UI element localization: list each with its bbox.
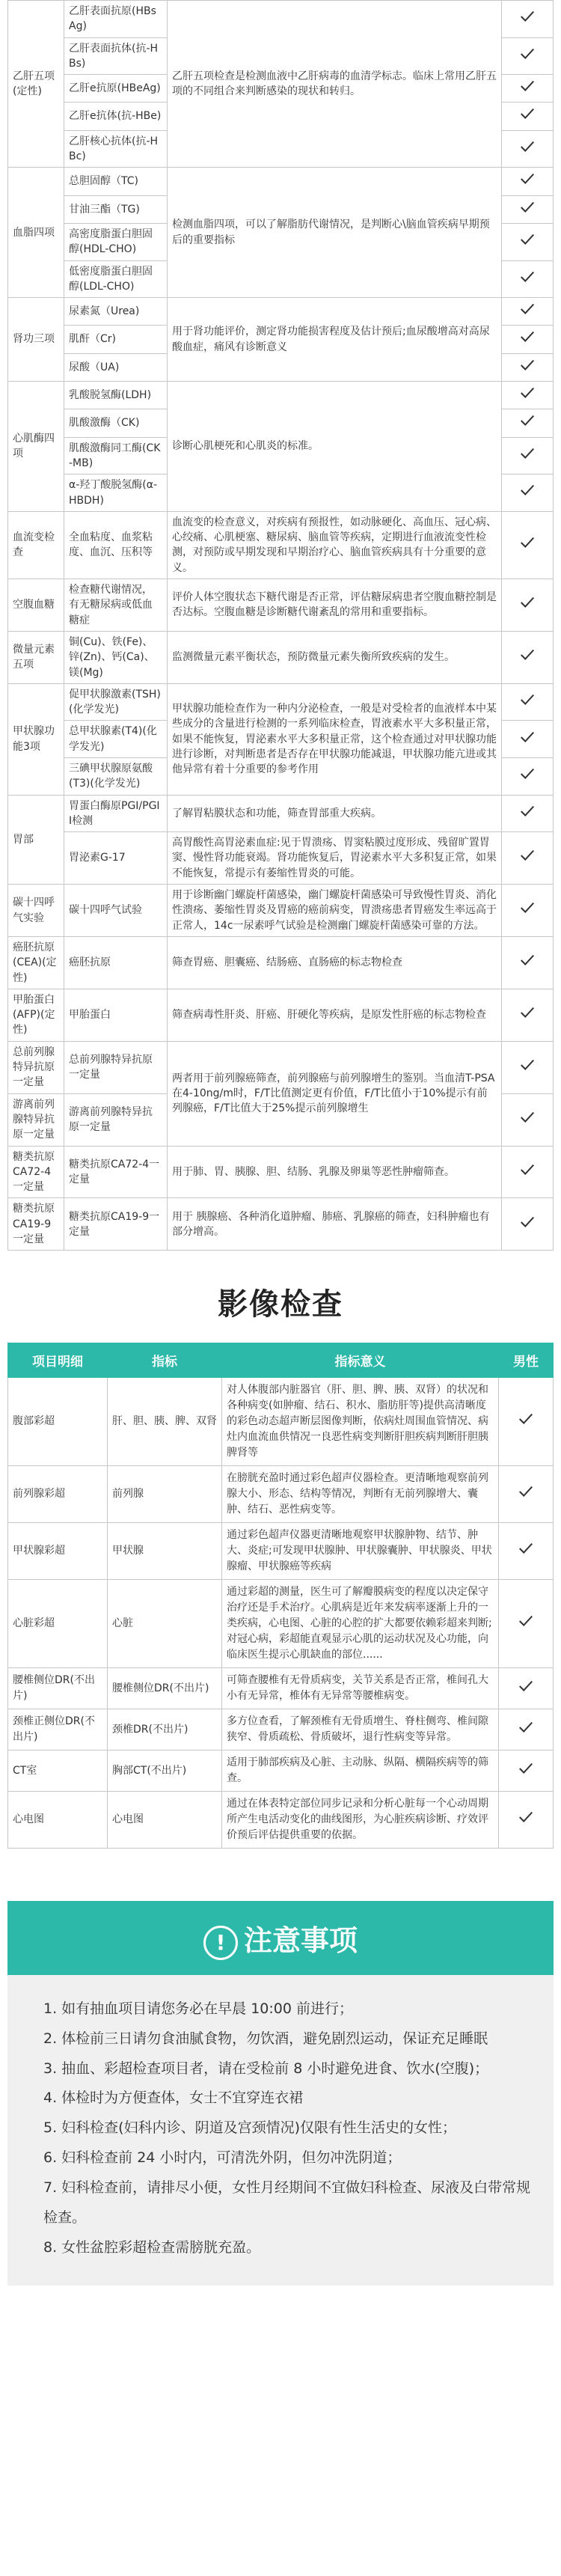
check-icon (519, 803, 536, 820)
included-cell (502, 795, 554, 832)
included-cell (499, 1580, 554, 1668)
included-cell (502, 511, 554, 579)
table-row (8, 1378, 554, 1466)
included-cell (502, 437, 554, 474)
category-cell: 肾功三项 (8, 298, 64, 382)
meaning-cell: 用于 胰腺癌、各种消化道肿瘤、肺癌、乳腺癌的筛查，妇科肿瘤也有部分增高。 (168, 1198, 502, 1251)
table-row (8, 1146, 554, 1198)
check-icon (519, 385, 536, 401)
category-cell: 总前列腺特异抗原一定量 (8, 1041, 64, 1093)
table-row (8, 168, 554, 195)
check-icon (519, 900, 536, 916)
check-icon (519, 269, 536, 285)
notice-item: 5. 妇科检查(妇科内诊、阴道及宫颈情况)仅限有性生活史的女性； (43, 2119, 456, 2137)
category-cell: 游离前列腺特异抗原一定量 (8, 1093, 64, 1146)
included-cell (502, 1041, 554, 1093)
imaging-header-row (8, 1343, 554, 1378)
table-row (8, 1709, 554, 1751)
included-cell (502, 195, 554, 223)
table-row (8, 989, 554, 1041)
indicator-cell: 三碘甲状腺原氨酸(T3)(化学发光) (64, 757, 168, 795)
category-cell: 乙肝五项(定性) (8, 1, 64, 168)
indicator-cell: 甘油三酯（TG) (64, 195, 168, 223)
check-icon (519, 766, 536, 782)
item-cell: 腰椎侧位DR(不出片) (8, 1668, 108, 1709)
check-icon (519, 231, 536, 248)
indicator-cell: 乙肝e抗体(抗-HBe) (64, 103, 168, 130)
check-icon (518, 1540, 534, 1557)
indicator-cell: 肌酸激酶（CK) (64, 409, 168, 437)
meaning-cell: 可筛查腰椎有无骨质病变，关节关系是否正常，椎间孔大小有无异常，椎体有无异常等腰椎病变。 (222, 1668, 499, 1709)
indicator-cell: 糖类抗原CA19-9一定量 (64, 1198, 168, 1251)
included-cell (502, 683, 554, 721)
included-cell (502, 75, 554, 103)
check-icon (519, 46, 536, 62)
table-row (8, 1, 554, 38)
included-cell (502, 37, 554, 75)
table-row (8, 936, 554, 989)
item-cell: 甲状腺彩超 (8, 1523, 108, 1580)
indicator-cell: 肝、胆、胰、脾、双肾 (108, 1378, 222, 1466)
check-icon (518, 1678, 534, 1694)
indicator-cell: 检查糖代谢情况，有无糖尿病或低血糖症 (64, 579, 168, 632)
indicator-cell: 尿素氮（Urea) (64, 298, 168, 326)
notice-title: 注意事项 (243, 1924, 358, 1958)
category-cell: 碳十四呼气实验 (8, 885, 64, 937)
notice-item: 7. 妇科检查前，请排尽小便，女性月经期间不宜做妇科检查、尿液及白带常规检查。 (43, 2179, 531, 2226)
check-icon (519, 847, 536, 864)
category-cell: 胃部 (8, 795, 64, 884)
imaging-table (7, 1343, 554, 1849)
check-icon (519, 729, 536, 745)
table-row (8, 511, 554, 579)
meaning-cell: 两者用于前列腺癌筛查，前列腺癌与前列腺增生的鉴别。当血清T-PSA在4-10ng/m时，F/T比值测定更有价值，F/T比值小于10%提示有前列腺癌，F/T比值大于25%提示前列腺增生 (168, 1041, 502, 1146)
category-cell: 甲胎蛋白(AFP)(定性) (8, 989, 64, 1041)
meaning-cell: 通过在体表特定部位同步记录和分析心脏每一个心动周期所产生电活动变化的曲线图形，为心脏疾病诊断、疗效评价预后评估提供重要的依据。 (222, 1792, 499, 1849)
included-cell (502, 409, 554, 437)
check-icon (519, 1162, 536, 1178)
indicator-cell: 游离前列腺特异抗原一定量 (64, 1093, 168, 1146)
included-cell (502, 1198, 554, 1251)
included-cell (502, 298, 554, 326)
check-icon (518, 1613, 534, 1629)
meaning-cell: 甲状腺功能检查作为一种内分泌检查，一般是对受检者的血液样本中某些成分的含量进行检测的一系列临床检查，胃液素水平大多积量正常，如果不能恢复，胃泌素水平大多积量正常，这个检查通过对甲状腺功能进行诊断，对判断患者是否存在甲状腺功能减退，甲状腺功能亢进或其他异常有着十分重要的参考作用 (168, 683, 502, 795)
check-icon (519, 952, 536, 968)
check-icon (518, 1411, 534, 1427)
notice-item: 4. 体检时为方便查体，女士不宜穿连衣裙 (43, 2090, 304, 2107)
included-cell (502, 326, 554, 353)
check-icon (519, 1004, 536, 1021)
table-row (8, 683, 554, 721)
table-row (8, 832, 554, 885)
indicator-cell: 糖类抗原CA72-4一定量 (64, 1146, 168, 1198)
indicator-cell: 总甲状腺素(T4)(化学发光) (64, 721, 168, 758)
item-cell: 腹部彩超 (8, 1378, 108, 1466)
included-cell (499, 1466, 554, 1523)
category-cell: 甲状腺功能3项 (8, 683, 64, 795)
check-icon (519, 301, 536, 317)
meaning-cell: 筛查胃癌、胆囊癌、结肠癌、直肠癌的标志物检查 (168, 936, 502, 989)
table-row (8, 298, 554, 326)
indicator-cell: 甲胎蛋白 (64, 989, 168, 1041)
meaning-cell: 诊断心肌梗死和心肌炎的标准。 (168, 382, 502, 512)
table-row (8, 1466, 554, 1523)
meaning-cell: 用于诊断幽门螺旋杆菌感染，幽门螺旋杆菌感染可导致慢性胃炎、消化性溃疡、萎缩性胃炎及胃癌的癌前病变，胃溃疡患者胃癌发生率远高于正常人，14c一尿素呼气试验是检测幽门螺旋杆菌感染可靠的方法。 (168, 885, 502, 937)
included-cell (502, 832, 554, 885)
included-cell (502, 260, 554, 298)
included-cell (499, 1523, 554, 1580)
notice-header (7, 1901, 554, 1975)
included-cell (502, 223, 554, 260)
included-cell (502, 474, 554, 512)
check-icon (519, 445, 536, 462)
check-icon (519, 78, 536, 94)
included-cell (502, 1, 554, 38)
meaning-cell: 高胃酸性高胃泌素血症:见于胃溃疡、胃窦粘膜过度形成、残留旷置胃窦、慢性肾功能衰竭。肾功能恢复后，胃泌素水平大多积复正常，如果不能恢复，常提示有萎缩性胃炎的可能。 (168, 832, 502, 885)
included-cell (502, 1146, 554, 1198)
notice-list (7, 1975, 554, 2263)
table-row (8, 382, 554, 409)
indicator-cell: 胸部CT(不出片) (108, 1751, 222, 1792)
header-indicator: 指标 (108, 1343, 222, 1378)
meaning-cell: 对人体腹部内脏器官（肝、胆、脾、胰、双肾）的状况和各种病变(如肿瘤、结石、积水、脂肪肝等)提供高清晰度的彩色动态超声断层图像判断，依病灶周围血管情况、病灶内血流血供情况一良恶性病变判断肝胆疾病判断肝胆胰脾肾等 (222, 1378, 499, 1466)
notice-item: 2. 体检前三日请勿食油腻食物，勿饮酒，避免剧烈运动，保证充足睡眠 (43, 2030, 488, 2047)
meaning-cell: 通过彩超的测量，医生可了解瓣膜病变的程度以决定保守治疗还是手术治疗。心肌病是近年来发病率逐渐上升的一类疾病，心电图、心脏的心腔的扩大都要依赖彩超来判断;对冠心病，彩超能直观显示心肌的运动状况及心功能，向临床医生提示心肌缺血的部位...... (222, 1580, 499, 1668)
meaning-cell: 评价人体空腹状态下糖代谢是否正常，评估糖尿病患者空腹血糖控制是否达标。空腹血糖是诊断糖代谢紊乱的常用和重要指标。 (168, 579, 502, 632)
indicator-cell: 尿酸（UA) (64, 353, 168, 381)
item-cell: 颈椎正侧位DR(不出片) (8, 1709, 108, 1751)
exclamation-icon: ! (203, 1926, 238, 1960)
meaning-cell: 通过彩色超声仪器更清晰地观察甲状腺肿物、结节、肿大、炎症;可发现甲状腺肿、甲状腺囊肿、甲状腺炎、甲状腺瘤、甲状腺癌等疾病 (222, 1523, 499, 1580)
category-cell: 血脂四项 (8, 168, 64, 298)
check-icon (519, 106, 536, 122)
table-row (8, 1041, 554, 1093)
notice-item: 3. 抽血、彩超检查项目者，请在受检前 8 小时避免进食、饮水(空腹)； (43, 2060, 489, 2077)
meaning-cell: 了解胃粘膜状态和功能，筛查胃部重大疾病。 (168, 795, 502, 832)
indicator-cell: 促甲状腺激素(TSH)(化学发光) (64, 683, 168, 721)
check-icon (518, 1483, 534, 1500)
check-icon (519, 138, 536, 155)
meaning-cell: 在膀胱充盈时通过彩色超声仪器检查。更清晰地观察前列腺大小、形态、结构等情况，判断有无前列腺增大、囊肿、结石、恶性病变等。 (222, 1466, 499, 1523)
check-icon (519, 594, 536, 611)
included-cell (499, 1709, 554, 1751)
check-icon (519, 171, 536, 187)
table-row (8, 1523, 554, 1580)
table-row (8, 795, 554, 832)
indicator-cell: 乙肝核心抗体(抗-HBc) (64, 130, 168, 168)
check-icon (518, 1809, 534, 1825)
indicator-cell: 乙肝e抗原(HBeAg) (64, 75, 168, 103)
indicator-cell: 胃泌素G-17 (64, 832, 168, 885)
included-cell (499, 1668, 554, 1709)
included-cell (502, 721, 554, 758)
check-icon (518, 1760, 534, 1777)
table-row (8, 579, 554, 632)
table-row (8, 885, 554, 937)
category-cell: 空腹血糖 (8, 579, 64, 632)
indicator-cell: 总胆固醇（TC) (64, 168, 168, 195)
check-icon (519, 1109, 536, 1126)
indicator-cell: 乙肝表面抗原(HBsAg) (64, 1, 168, 38)
indicator-cell: 前列腺 (108, 1466, 222, 1523)
indicator-cell: 乙肝表面抗体(抗-HBs) (64, 37, 168, 75)
indicator-cell: 肌酐（Cr) (64, 326, 168, 353)
meaning-cell: 血流变的检查意义，对疾病有预报性，如动脉硬化、高血压、冠心病、心绞痛、心肌梗塞、糖尿病、脑血管等疾病，定期进行血液流变性检测，对预防或早期发现和早期治疗心、脑血管疾病具有十分重要的意义。 (168, 511, 502, 579)
indicator-cell: 癌胚抗原 (64, 936, 168, 989)
check-icon (519, 534, 536, 551)
notice-item: 8. 女性盆腔彩超检查需膀胱充盈。 (43, 2238, 261, 2256)
indicator-cell: 胃蛋白酶原PGI/PGII检测 (64, 795, 168, 832)
table-row (8, 1751, 554, 1792)
included-cell (499, 1751, 554, 1792)
item-cell: CT室 (8, 1751, 108, 1792)
indicator-cell: 铜(Cu)、铁(Fe)、锌(Zn)、钙(Ca)、镁(Mg) (64, 631, 168, 683)
indicator-cell: 乳酸脱氢酶(LDH) (64, 382, 168, 409)
table-row (8, 631, 554, 683)
check-icon (519, 357, 536, 373)
indicator-cell: 低密度脂蛋白胆固醇(LDL-CHO) (64, 260, 168, 298)
category-cell: 糖类抗原CA72-4一定量 (8, 1146, 64, 1198)
check-icon (519, 412, 536, 429)
check-icon (518, 1719, 534, 1736)
header-item: 项目明细 (8, 1343, 108, 1378)
included-cell (502, 989, 554, 1041)
meaning-cell: 筛查病毒性肝炎、肝癌、肝硬化等疾病，是原发性肝癌的标志物检查 (168, 989, 502, 1041)
table-row (8, 1792, 554, 1849)
included-cell (502, 757, 554, 795)
notice-item: 6. 妇科检查前 24 小时内，可清洗外阴，但勿冲洗阴道； (43, 2149, 402, 2167)
header-meaning: 指标意义 (222, 1343, 499, 1378)
lab-table (7, 0, 554, 1251)
table-row (8, 1198, 554, 1251)
check-icon (519, 8, 536, 25)
included-cell (502, 579, 554, 632)
indicator-cell: 心电图 (108, 1792, 222, 1849)
included-cell (502, 936, 554, 989)
category-cell: 癌胚抗原(CEA)(定性) (8, 936, 64, 989)
check-icon (519, 199, 536, 216)
included-cell (502, 168, 554, 195)
check-icon (519, 1057, 536, 1073)
header-male: 男性 (499, 1343, 554, 1378)
meaning-cell: 多方位查看，了解颈椎有无骨质增生、脊柱侧弯、椎间隙狭窄、骨质疏松、骨质破坏，退行性病变等异常。 (222, 1709, 499, 1751)
category-cell: 微量元素五项 (8, 631, 64, 683)
included-cell (502, 885, 554, 937)
check-icon (519, 647, 536, 663)
category-cell: 血流变检查 (8, 511, 64, 579)
indicator-cell: 腰椎侧位DR(不出片) (108, 1668, 222, 1709)
table-row (8, 1580, 554, 1668)
included-cell (502, 103, 554, 130)
included-cell (499, 1792, 554, 1849)
included-cell (502, 631, 554, 683)
item-cell: 心脏彩超 (8, 1580, 108, 1668)
indicator-cell: 高密度脂蛋白胆固醇(HDL-CHO) (64, 223, 168, 260)
included-cell (502, 382, 554, 409)
check-icon (519, 1214, 536, 1230)
imaging-title: 影像检查 (218, 1287, 343, 1322)
indicator-cell: 全血粘度、血浆粘度、血沉、压积等 (64, 511, 168, 579)
item-cell: 前列腺彩超 (8, 1466, 108, 1523)
meaning-cell: 监测微量元素平衡状态，预防微量元素失衡所致疾病的发生。 (168, 631, 502, 683)
indicator-cell: 肌酸激酶同工酶(CK-MB) (64, 437, 168, 474)
check-icon (519, 329, 536, 345)
item-cell: 心电图 (8, 1792, 108, 1849)
meaning-cell: 检测血脂四项，可以了解脂肪代谢情况，是判断心\脑血管疾病早期预后的重要指标 (168, 168, 502, 298)
category-cell: 糖类抗原CA19-9一定量 (8, 1198, 64, 1251)
notice-item: 1. 如有抽血项目请您务必在早晨 10:00 前进行； (43, 2000, 354, 2017)
indicator-cell: α-羟丁酸脱氢酶(α-HBDH) (64, 474, 168, 512)
meaning-cell: 适用于肺部疾病及心脏、主动脉、纵隔、横隔疾病等的筛查。 (222, 1751, 499, 1792)
meaning-cell: 用于肾功能评价，测定肾功能损害程度及估计预后;血尿酸增高对高尿酸血症，痛风有诊断意义 (168, 298, 502, 382)
notice-box (7, 1901, 554, 2286)
indicator-cell: 总前列腺特异抗原一定量 (64, 1041, 168, 1093)
included-cell (502, 130, 554, 168)
table-row (8, 1668, 554, 1709)
check-icon (519, 482, 536, 498)
included-cell (499, 1378, 554, 1466)
indicator-cell: 心脏 (108, 1580, 222, 1668)
category-cell: 心肌酶四项 (8, 382, 64, 512)
meaning-cell: 乙肝五项检查是检测血液中乙肝病毒的血清学标志。临床上常用乙肝五项的不同组合来判断感染的现状和转归。 (168, 1, 502, 168)
included-cell (502, 353, 554, 381)
meaning-cell: 用于肺、胃、胰腺、胆、结肠、乳腺及卵巢等恶性肿瘤筛查。 (168, 1146, 502, 1198)
indicator-cell: 碳十四呼气试验 (64, 885, 168, 937)
included-cell (502, 1093, 554, 1146)
indicator-cell: 颈椎DR(不出片) (108, 1709, 222, 1751)
check-icon (519, 692, 536, 708)
indicator-cell: 甲状腺 (108, 1523, 222, 1580)
